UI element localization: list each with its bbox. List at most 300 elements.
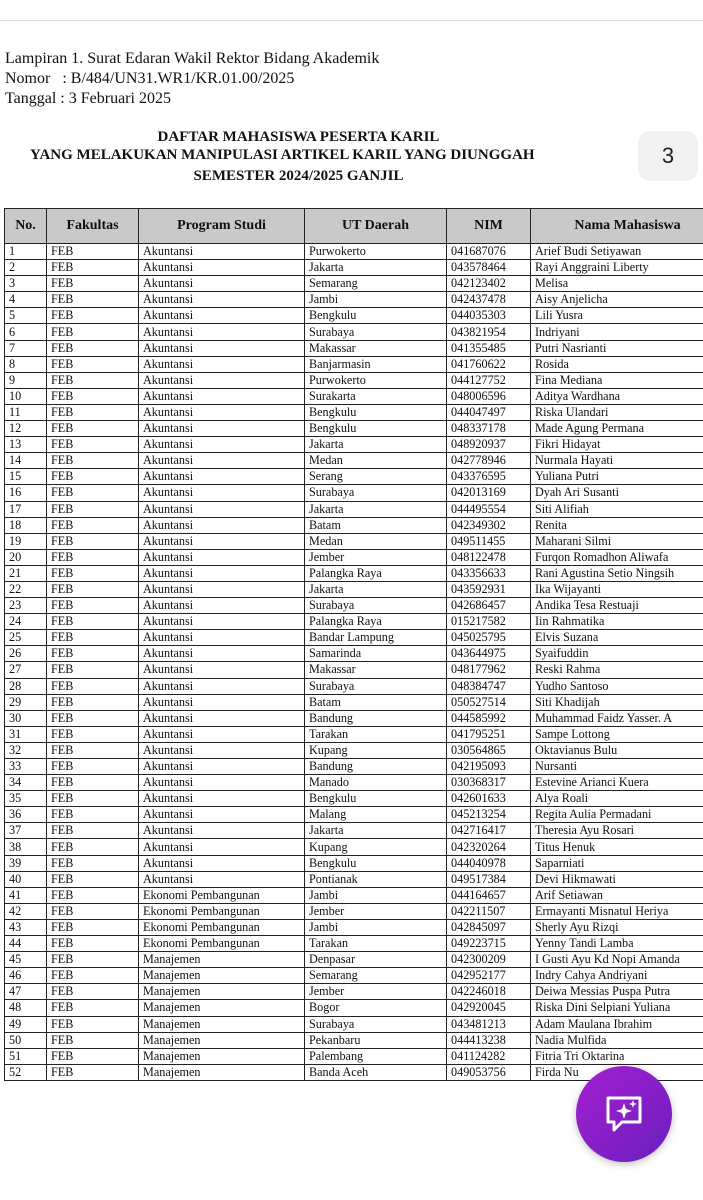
cell-nim: 042437478 bbox=[447, 292, 531, 308]
cell-ut-daerah: Palangka Raya bbox=[305, 614, 447, 630]
cell-nim: 042778946 bbox=[447, 453, 531, 469]
cell-ut-daerah: Manado bbox=[305, 775, 447, 791]
cell-nama-mahasiswa: Made Agung Permana bbox=[531, 421, 703, 437]
table-row bbox=[5, 678, 703, 694]
cell-fakultas: FEB bbox=[47, 984, 139, 1000]
cell-program-studi: Akuntansi bbox=[139, 855, 305, 871]
ai-assistant-button[interactable] bbox=[576, 1066, 672, 1162]
cell-ut-daerah: Semarang bbox=[305, 276, 447, 292]
table-row bbox=[5, 694, 703, 710]
cell-ut-daerah: Banjarmasin bbox=[305, 356, 447, 372]
cell-ut-daerah: Jember bbox=[305, 549, 447, 565]
cell-nim: 050527514 bbox=[447, 694, 531, 710]
cell-nama-mahasiswa: Fina Mediana bbox=[531, 372, 703, 388]
cell-ut-daerah: Medan bbox=[305, 453, 447, 469]
cell-no: 26 bbox=[5, 646, 47, 662]
cell-nim: 041760622 bbox=[447, 356, 531, 372]
cell-ut-daerah: Denpasar bbox=[305, 952, 447, 968]
cell-nim: 042246018 bbox=[447, 984, 531, 1000]
table-row bbox=[5, 437, 703, 453]
cell-no: 48 bbox=[5, 1000, 47, 1016]
cell-fakultas: FEB bbox=[47, 662, 139, 678]
cell-program-studi: Akuntansi bbox=[139, 742, 305, 758]
table-row bbox=[5, 308, 703, 324]
cell-program-studi: Akuntansi bbox=[139, 501, 305, 517]
cell-fakultas: FEB bbox=[47, 807, 139, 823]
table-row bbox=[5, 952, 703, 968]
cell-nim: 042716417 bbox=[447, 823, 531, 839]
cell-no: 10 bbox=[5, 388, 47, 404]
cell-ut-daerah: Bengkulu bbox=[305, 855, 447, 871]
cell-program-studi: Akuntansi bbox=[139, 694, 305, 710]
cell-ut-daerah: Batam bbox=[305, 694, 447, 710]
cell-fakultas: FEB bbox=[47, 823, 139, 839]
cell-program-studi: Akuntansi bbox=[139, 292, 305, 308]
cell-program-studi: Akuntansi bbox=[139, 823, 305, 839]
cell-nim: 042601633 bbox=[447, 791, 531, 807]
cell-fakultas: FEB bbox=[47, 388, 139, 404]
cell-no: 8 bbox=[5, 356, 47, 372]
cell-program-studi: Akuntansi bbox=[139, 565, 305, 581]
cell-nim: 043821954 bbox=[447, 324, 531, 340]
cell-ut-daerah: Pekanbaru bbox=[305, 1032, 447, 1048]
ai-sparkle-chat-icon bbox=[602, 1092, 646, 1136]
cell-nama-mahasiswa: Devi Hikmawati bbox=[531, 871, 703, 887]
table-row bbox=[5, 710, 703, 726]
cell-nim: 044040978 bbox=[447, 855, 531, 871]
cell-fakultas: FEB bbox=[47, 694, 139, 710]
page-number-badge: 3 bbox=[638, 131, 698, 181]
table-row bbox=[5, 759, 703, 775]
cell-fakultas: FEB bbox=[47, 276, 139, 292]
cell-ut-daerah: Tarakan bbox=[305, 726, 447, 742]
cell-ut-daerah: Palangka Raya bbox=[305, 565, 447, 581]
cell-no: 32 bbox=[5, 742, 47, 758]
table-row bbox=[5, 919, 703, 935]
cell-nama-mahasiswa: I Gusti Ayu Kd Nopi Amanda bbox=[531, 952, 703, 968]
cell-ut-daerah: Jambi bbox=[305, 292, 447, 308]
cell-ut-daerah: Jakarta bbox=[305, 437, 447, 453]
cell-fakultas: FEB bbox=[47, 952, 139, 968]
cell-no: 21 bbox=[5, 565, 47, 581]
cell-fakultas: FEB bbox=[47, 855, 139, 871]
table-row bbox=[5, 485, 703, 501]
cell-no: 52 bbox=[5, 1064, 47, 1080]
cell-nim: 042845097 bbox=[447, 919, 531, 935]
cell-fakultas: FEB bbox=[47, 839, 139, 855]
cell-nama-mahasiswa: Fitria Tri Oktarina bbox=[531, 1048, 703, 1064]
cell-program-studi: Akuntansi bbox=[139, 404, 305, 420]
cell-fakultas: FEB bbox=[47, 791, 139, 807]
cell-nim: 030564865 bbox=[447, 742, 531, 758]
cell-nim: 015217582 bbox=[447, 614, 531, 630]
cell-ut-daerah: Batam bbox=[305, 517, 447, 533]
table-row bbox=[5, 1032, 703, 1048]
cell-fakultas: FEB bbox=[47, 646, 139, 662]
table-row bbox=[5, 324, 703, 340]
cell-nama-mahasiswa: Rani Agustina Setio Ningsih bbox=[531, 565, 703, 581]
letter-attachment-line: Lampiran 1. Surat Edaran Wakil Rektor Bidang Akademik bbox=[5, 50, 380, 67]
cell-nama-mahasiswa: Aditya Wardhana bbox=[531, 388, 703, 404]
cell-ut-daerah: Bandung bbox=[305, 759, 447, 775]
table-row bbox=[5, 662, 703, 678]
cell-program-studi: Akuntansi bbox=[139, 791, 305, 807]
cell-fakultas: FEB bbox=[47, 598, 139, 614]
cell-nim: 044127752 bbox=[447, 372, 531, 388]
cell-nama-mahasiswa: Maharani Silmi bbox=[531, 533, 703, 549]
cell-nama-mahasiswa: Yudho Santoso bbox=[531, 678, 703, 694]
cell-nim: 044164657 bbox=[447, 887, 531, 903]
table-row bbox=[5, 260, 703, 276]
cell-no: 39 bbox=[5, 855, 47, 871]
cell-no: 18 bbox=[5, 517, 47, 533]
cell-nama-mahasiswa: Saparniati bbox=[531, 855, 703, 871]
document-page bbox=[0, 20, 703, 1101]
cell-fakultas: FEB bbox=[47, 678, 139, 694]
cell-fakultas: FEB bbox=[47, 710, 139, 726]
cell-program-studi: Akuntansi bbox=[139, 775, 305, 791]
table-row bbox=[5, 533, 703, 549]
table-row bbox=[5, 887, 703, 903]
cell-fakultas: FEB bbox=[47, 742, 139, 758]
cell-nama-mahasiswa: Riska Ulandari bbox=[531, 404, 703, 420]
letter-number-line: Nomor : B/484/UN31.WR1/KR.01.00/2025 bbox=[5, 70, 295, 87]
cell-ut-daerah: Jakarta bbox=[305, 581, 447, 597]
cell-program-studi: Akuntansi bbox=[139, 324, 305, 340]
cell-program-studi: Akuntansi bbox=[139, 244, 305, 260]
cell-nama-mahasiswa: Estevine Arianci Kuera bbox=[531, 775, 703, 791]
cell-nama-mahasiswa: Rosida bbox=[531, 356, 703, 372]
cell-ut-daerah: Makassar bbox=[305, 662, 447, 678]
cell-no: 49 bbox=[5, 1016, 47, 1032]
cell-nama-mahasiswa: Reski Rahma bbox=[531, 662, 703, 678]
cell-no: 9 bbox=[5, 372, 47, 388]
cell-fakultas: FEB bbox=[47, 1016, 139, 1032]
cell-program-studi: Akuntansi bbox=[139, 453, 305, 469]
cell-no: 1 bbox=[5, 244, 47, 260]
cell-program-studi: Akuntansi bbox=[139, 469, 305, 485]
student-table bbox=[4, 208, 703, 1081]
cell-nama-mahasiswa: Yenny Tandi Lamba bbox=[531, 936, 703, 952]
cell-program-studi: Akuntansi bbox=[139, 839, 305, 855]
cell-program-studi: Akuntansi bbox=[139, 388, 305, 404]
cell-nim: 042920045 bbox=[447, 1000, 531, 1016]
cell-program-studi: Manajemen bbox=[139, 1048, 305, 1064]
cell-nim: 042686457 bbox=[447, 598, 531, 614]
cell-nama-mahasiswa: Nursanti bbox=[531, 759, 703, 775]
cell-fakultas: FEB bbox=[47, 565, 139, 581]
cell-nama-mahasiswa: Adam Maulana Ibrahim bbox=[531, 1016, 703, 1032]
cell-program-studi: Manajemen bbox=[139, 1016, 305, 1032]
cell-no: 12 bbox=[5, 421, 47, 437]
cell-nama-mahasiswa: Ermayanti Misnatul Heriya bbox=[531, 903, 703, 919]
cell-nim: 043644975 bbox=[447, 646, 531, 662]
cell-ut-daerah: Surabaya bbox=[305, 598, 447, 614]
cell-nama-mahasiswa: Muhammad Faidz Yasser. A bbox=[531, 710, 703, 726]
cell-ut-daerah: Bengkulu bbox=[305, 791, 447, 807]
cell-fakultas: FEB bbox=[47, 453, 139, 469]
cell-nama-mahasiswa: Nurmala Hayati bbox=[531, 453, 703, 469]
cell-program-studi: Akuntansi bbox=[139, 372, 305, 388]
table-row bbox=[5, 1000, 703, 1016]
cell-ut-daerah: Medan bbox=[305, 533, 447, 549]
cell-program-studi: Akuntansi bbox=[139, 759, 305, 775]
cell-program-studi: Ekonomi Pembangunan bbox=[139, 887, 305, 903]
table-row bbox=[5, 244, 703, 260]
cell-ut-daerah: Surakarta bbox=[305, 388, 447, 404]
cell-nim: 044495554 bbox=[447, 501, 531, 517]
cell-program-studi: Akuntansi bbox=[139, 646, 305, 662]
table-row bbox=[5, 871, 703, 887]
cell-nim: 042195093 bbox=[447, 759, 531, 775]
table-row bbox=[5, 968, 703, 984]
cell-no: 46 bbox=[5, 968, 47, 984]
column-header-no: No. bbox=[5, 209, 47, 244]
cell-no: 35 bbox=[5, 791, 47, 807]
cell-nim: 030368317 bbox=[447, 775, 531, 791]
cell-fakultas: FEB bbox=[47, 630, 139, 646]
table-row bbox=[5, 791, 703, 807]
cell-fakultas: FEB bbox=[47, 260, 139, 276]
table-row bbox=[5, 598, 703, 614]
document-title-line-2: YANG MELAKUKAN MANIPULASI ARTIKEL KARIL YANG DIUNGGAH bbox=[30, 147, 535, 163]
table-row bbox=[5, 372, 703, 388]
cell-fakultas: FEB bbox=[47, 356, 139, 372]
cell-fakultas: FEB bbox=[47, 1048, 139, 1064]
cell-nama-mahasiswa: Oktavianus Bulu bbox=[531, 742, 703, 758]
cell-nim: 043376595 bbox=[447, 469, 531, 485]
table-row bbox=[5, 936, 703, 952]
cell-fakultas: FEB bbox=[47, 501, 139, 517]
cell-no: 24 bbox=[5, 614, 47, 630]
cell-fakultas: FEB bbox=[47, 726, 139, 742]
cell-nim: 041355485 bbox=[447, 340, 531, 356]
cell-ut-daerah: Surabaya bbox=[305, 485, 447, 501]
table-row bbox=[5, 630, 703, 646]
table-row bbox=[5, 421, 703, 437]
cell-ut-daerah: Surabaya bbox=[305, 324, 447, 340]
cell-program-studi: Ekonomi Pembangunan bbox=[139, 919, 305, 935]
cell-nim: 048920937 bbox=[447, 437, 531, 453]
cell-nim: 042123402 bbox=[447, 276, 531, 292]
cell-no: 44 bbox=[5, 936, 47, 952]
cell-no: 19 bbox=[5, 533, 47, 549]
cell-fakultas: FEB bbox=[47, 775, 139, 791]
cell-nama-mahasiswa: Renita bbox=[531, 517, 703, 533]
cell-ut-daerah: Kupang bbox=[305, 839, 447, 855]
table-row bbox=[5, 1016, 703, 1032]
cell-program-studi: Akuntansi bbox=[139, 260, 305, 276]
cell-nama-mahasiswa: Melisa bbox=[531, 276, 703, 292]
cell-nim: 041124282 bbox=[447, 1048, 531, 1064]
cell-no: 7 bbox=[5, 340, 47, 356]
table-row bbox=[5, 517, 703, 533]
cell-nim: 041687076 bbox=[447, 244, 531, 260]
cell-no: 13 bbox=[5, 437, 47, 453]
cell-no: 37 bbox=[5, 823, 47, 839]
cell-fakultas: FEB bbox=[47, 404, 139, 420]
cell-program-studi: Akuntansi bbox=[139, 485, 305, 501]
table-row bbox=[5, 775, 703, 791]
cell-program-studi: Akuntansi bbox=[139, 598, 305, 614]
cell-program-studi: Akuntansi bbox=[139, 807, 305, 823]
cell-nim: 048337178 bbox=[447, 421, 531, 437]
cell-fakultas: FEB bbox=[47, 919, 139, 935]
cell-nama-mahasiswa: Alya Roali bbox=[531, 791, 703, 807]
cell-nama-mahasiswa: Furqon Romadhon Aliwafa bbox=[531, 549, 703, 565]
cell-program-studi: Akuntansi bbox=[139, 356, 305, 372]
cell-ut-daerah: Malang bbox=[305, 807, 447, 823]
cell-program-studi: Akuntansi bbox=[139, 276, 305, 292]
cell-nama-mahasiswa: Riska Dini Selpiani Yuliana bbox=[531, 1000, 703, 1016]
cell-fakultas: FEB bbox=[47, 469, 139, 485]
cell-no: 30 bbox=[5, 710, 47, 726]
cell-program-studi: Akuntansi bbox=[139, 662, 305, 678]
cell-no: 38 bbox=[5, 839, 47, 855]
table-row bbox=[5, 388, 703, 404]
cell-nama-mahasiswa: Putri Nasrianti bbox=[531, 340, 703, 356]
cell-program-studi: Akuntansi bbox=[139, 678, 305, 694]
cell-no: 51 bbox=[5, 1048, 47, 1064]
cell-no: 45 bbox=[5, 952, 47, 968]
cell-program-studi: Manajemen bbox=[139, 968, 305, 984]
cell-nama-mahasiswa: Sampe Lottong bbox=[531, 726, 703, 742]
letter-date-line: Tanggal : 3 Februari 2025 bbox=[5, 90, 171, 107]
cell-fakultas: FEB bbox=[47, 1064, 139, 1080]
cell-program-studi: Manajemen bbox=[139, 1000, 305, 1016]
cell-no: 33 bbox=[5, 759, 47, 775]
cell-nim: 049223715 bbox=[447, 936, 531, 952]
cell-nama-mahasiswa: Titus Henuk bbox=[531, 839, 703, 855]
cell-nim: 048384747 bbox=[447, 678, 531, 694]
cell-nim: 043356633 bbox=[447, 565, 531, 581]
cell-nama-mahasiswa: Yuliana Putri bbox=[531, 469, 703, 485]
cell-fakultas: FEB bbox=[47, 517, 139, 533]
cell-ut-daerah: Jember bbox=[305, 984, 447, 1000]
cell-nama-mahasiswa: Firda Nu bbox=[531, 1064, 703, 1080]
cell-program-studi: Akuntansi bbox=[139, 549, 305, 565]
document-title-line-1: DAFTAR MAHASISWA PESERTA KARIL bbox=[157, 129, 440, 145]
cell-nama-mahasiswa: Siti Alifiah bbox=[531, 501, 703, 517]
column-header-ut-daerah: UT Daerah bbox=[305, 209, 447, 244]
cell-ut-daerah: Jakarta bbox=[305, 260, 447, 276]
cell-ut-daerah: Jambi bbox=[305, 887, 447, 903]
cell-fakultas: FEB bbox=[47, 437, 139, 453]
table-row bbox=[5, 823, 703, 839]
cell-fakultas: FEB bbox=[47, 581, 139, 597]
cell-no: 3 bbox=[5, 276, 47, 292]
cell-ut-daerah: Purwokerto bbox=[305, 244, 447, 260]
cell-nama-mahasiswa: Rayi Anggraini Liberty bbox=[531, 260, 703, 276]
cell-fakultas: FEB bbox=[47, 1000, 139, 1016]
cell-no: 14 bbox=[5, 453, 47, 469]
table-body bbox=[5, 244, 703, 1081]
cell-nama-mahasiswa: Siti Khadijah bbox=[531, 694, 703, 710]
table-row bbox=[5, 404, 703, 420]
table-row bbox=[5, 549, 703, 565]
cell-no: 31 bbox=[5, 726, 47, 742]
cell-ut-daerah: Makassar bbox=[305, 340, 447, 356]
cell-fakultas: FEB bbox=[47, 244, 139, 260]
cell-nama-mahasiswa: Arief Budi Setiyawan bbox=[531, 244, 703, 260]
cell-nim: 041795251 bbox=[447, 726, 531, 742]
cell-nim: 049053756 bbox=[447, 1064, 531, 1080]
cell-fakultas: FEB bbox=[47, 292, 139, 308]
cell-no: 47 bbox=[5, 984, 47, 1000]
cell-ut-daerah: Bandar Lampung bbox=[305, 630, 447, 646]
cell-no: 36 bbox=[5, 807, 47, 823]
cell-nim: 042349302 bbox=[447, 517, 531, 533]
table-row bbox=[5, 614, 703, 630]
cell-no: 2 bbox=[5, 260, 47, 276]
cell-nim: 043578464 bbox=[447, 260, 531, 276]
cell-nama-mahasiswa: Regita Aulia Permadani bbox=[531, 807, 703, 823]
table-row bbox=[5, 839, 703, 855]
cell-nama-mahasiswa: Andika Tesa Restuaji bbox=[531, 598, 703, 614]
cell-fakultas: FEB bbox=[47, 871, 139, 887]
cell-nim: 042211507 bbox=[447, 903, 531, 919]
cell-fakultas: FEB bbox=[47, 887, 139, 903]
cell-program-studi: Ekonomi Pembangunan bbox=[139, 936, 305, 952]
cell-no: 20 bbox=[5, 549, 47, 565]
cell-no: 16 bbox=[5, 485, 47, 501]
cell-ut-daerah: Kupang bbox=[305, 742, 447, 758]
table-row bbox=[5, 356, 703, 372]
cell-nama-mahasiswa: Indriyani bbox=[531, 324, 703, 340]
cell-ut-daerah: Surabaya bbox=[305, 1016, 447, 1032]
cell-nim: 044047497 bbox=[447, 404, 531, 420]
cell-nama-mahasiswa: Iin Rahmatika bbox=[531, 614, 703, 630]
cell-fakultas: FEB bbox=[47, 324, 139, 340]
cell-nim: 048177962 bbox=[447, 662, 531, 678]
table-row bbox=[5, 276, 703, 292]
cell-nim: 042320264 bbox=[447, 839, 531, 855]
cell-ut-daerah: Surabaya bbox=[305, 678, 447, 694]
cell-nim: 045025795 bbox=[447, 630, 531, 646]
cell-nim: 045213254 bbox=[447, 807, 531, 823]
cell-nama-mahasiswa: Elvis Suzana bbox=[531, 630, 703, 646]
cell-fakultas: FEB bbox=[47, 308, 139, 324]
cell-fakultas: FEB bbox=[47, 372, 139, 388]
cell-fakultas: FEB bbox=[47, 549, 139, 565]
cell-no: 50 bbox=[5, 1032, 47, 1048]
cell-nim: 044585992 bbox=[447, 710, 531, 726]
cell-fakultas: FEB bbox=[47, 759, 139, 775]
cell-ut-daerah: Semarang bbox=[305, 968, 447, 984]
cell-no: 28 bbox=[5, 678, 47, 694]
cell-no: 4 bbox=[5, 292, 47, 308]
cell-program-studi: Akuntansi bbox=[139, 630, 305, 646]
cell-ut-daerah: Tarakan bbox=[305, 936, 447, 952]
document-title-line-3: SEMESTER 2024/2025 GANJIL bbox=[193, 168, 404, 184]
cell-ut-daerah: Pontianak bbox=[305, 871, 447, 887]
cell-nim: 048122478 bbox=[447, 549, 531, 565]
cell-nama-mahasiswa: Ika Wijayanti bbox=[531, 581, 703, 597]
table-row bbox=[5, 581, 703, 597]
column-header-nama-mahasiswa: Nama Mahasiswa bbox=[531, 209, 703, 244]
table-row bbox=[5, 340, 703, 356]
cell-nim: 049517384 bbox=[447, 871, 531, 887]
cell-ut-daerah: Jakarta bbox=[305, 501, 447, 517]
cell-nama-mahasiswa: Aisy Anjelicha bbox=[531, 292, 703, 308]
cell-no: 15 bbox=[5, 469, 47, 485]
cell-no: 17 bbox=[5, 501, 47, 517]
cell-program-studi: Akuntansi bbox=[139, 710, 305, 726]
cell-nim: 042013169 bbox=[447, 485, 531, 501]
cell-ut-daerah: Serang bbox=[305, 469, 447, 485]
cell-program-studi: Akuntansi bbox=[139, 517, 305, 533]
cell-ut-daerah: Purwokerto bbox=[305, 372, 447, 388]
